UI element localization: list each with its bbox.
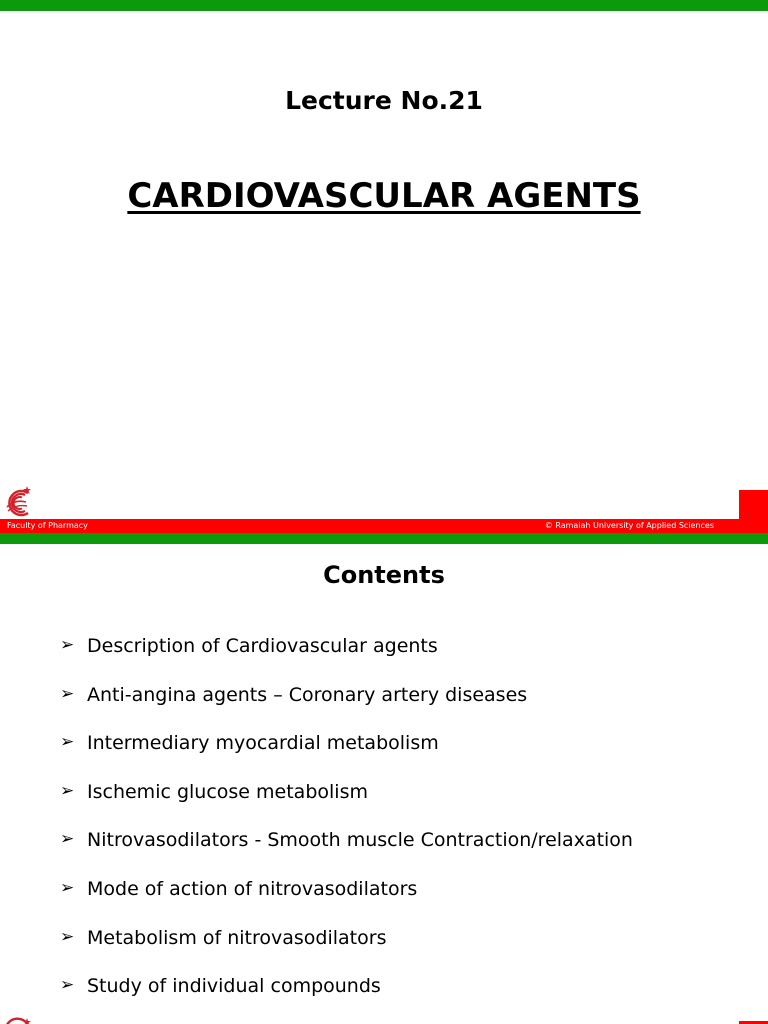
arrow-bullet-icon: ➢ bbox=[60, 975, 75, 996]
top-green-bar-2 bbox=[0, 533, 768, 544]
arrow-bullet-icon: ➢ bbox=[60, 829, 75, 850]
footer-faculty: Faculty of Pharmacy bbox=[7, 521, 88, 530]
list-item bbox=[60, 777, 760, 826]
contents-heading: Contents bbox=[323, 561, 445, 589]
list-item-text: Intermediary myocardial metabolism bbox=[87, 732, 439, 755]
top-green-bar bbox=[0, 0, 768, 11]
list-item bbox=[60, 680, 760, 729]
slide-contents bbox=[0, 533, 768, 1024]
list-item-text: Metabolism of nitrovasodilators bbox=[87, 926, 387, 949]
list-item-text: Study of individual compounds bbox=[87, 975, 381, 998]
list-item-text: Ischemic glucose metabolism bbox=[87, 780, 368, 803]
list-item-text: Mode of action of nitrovasodilators bbox=[87, 877, 418, 900]
list-item bbox=[60, 728, 760, 777]
arrow-bullet-icon: ➢ bbox=[60, 926, 75, 947]
list-item bbox=[60, 631, 760, 680]
arrow-bullet-icon: ➢ bbox=[60, 635, 75, 655]
list-item bbox=[60, 825, 760, 874]
list-item-text: Anti-angina agents – Coronary artery diseases bbox=[87, 683, 528, 706]
list-item bbox=[60, 971, 760, 1020]
university-emblem-icon bbox=[2, 483, 32, 519]
list-item-text: Description of Cardiovascular agents bbox=[87, 635, 438, 657]
arrow-bullet-icon: ➢ bbox=[60, 683, 75, 704]
list-item bbox=[60, 923, 760, 972]
footer-copyright: © Ramaiah University of Applied Sciences bbox=[544, 521, 714, 530]
lecture-number: Lecture No.21 bbox=[285, 86, 483, 115]
list-item bbox=[60, 874, 760, 923]
arrow-bullet-icon: ➢ bbox=[60, 780, 75, 801]
arrow-bullet-icon: ➢ bbox=[60, 877, 75, 898]
list-item-text: Nitrovasodilators - Smooth muscle Contraction/relaxation bbox=[87, 829, 633, 852]
university-emblem-icon-2 bbox=[2, 1015, 32, 1024]
footer-red-corner bbox=[739, 490, 768, 520]
arrow-bullet-icon: ➢ bbox=[60, 732, 75, 753]
contents-list bbox=[60, 631, 760, 1020]
footer-bar bbox=[0, 519, 768, 533]
slide-title-heading: CARDIOVASCULAR AGENTS bbox=[127, 176, 641, 216]
